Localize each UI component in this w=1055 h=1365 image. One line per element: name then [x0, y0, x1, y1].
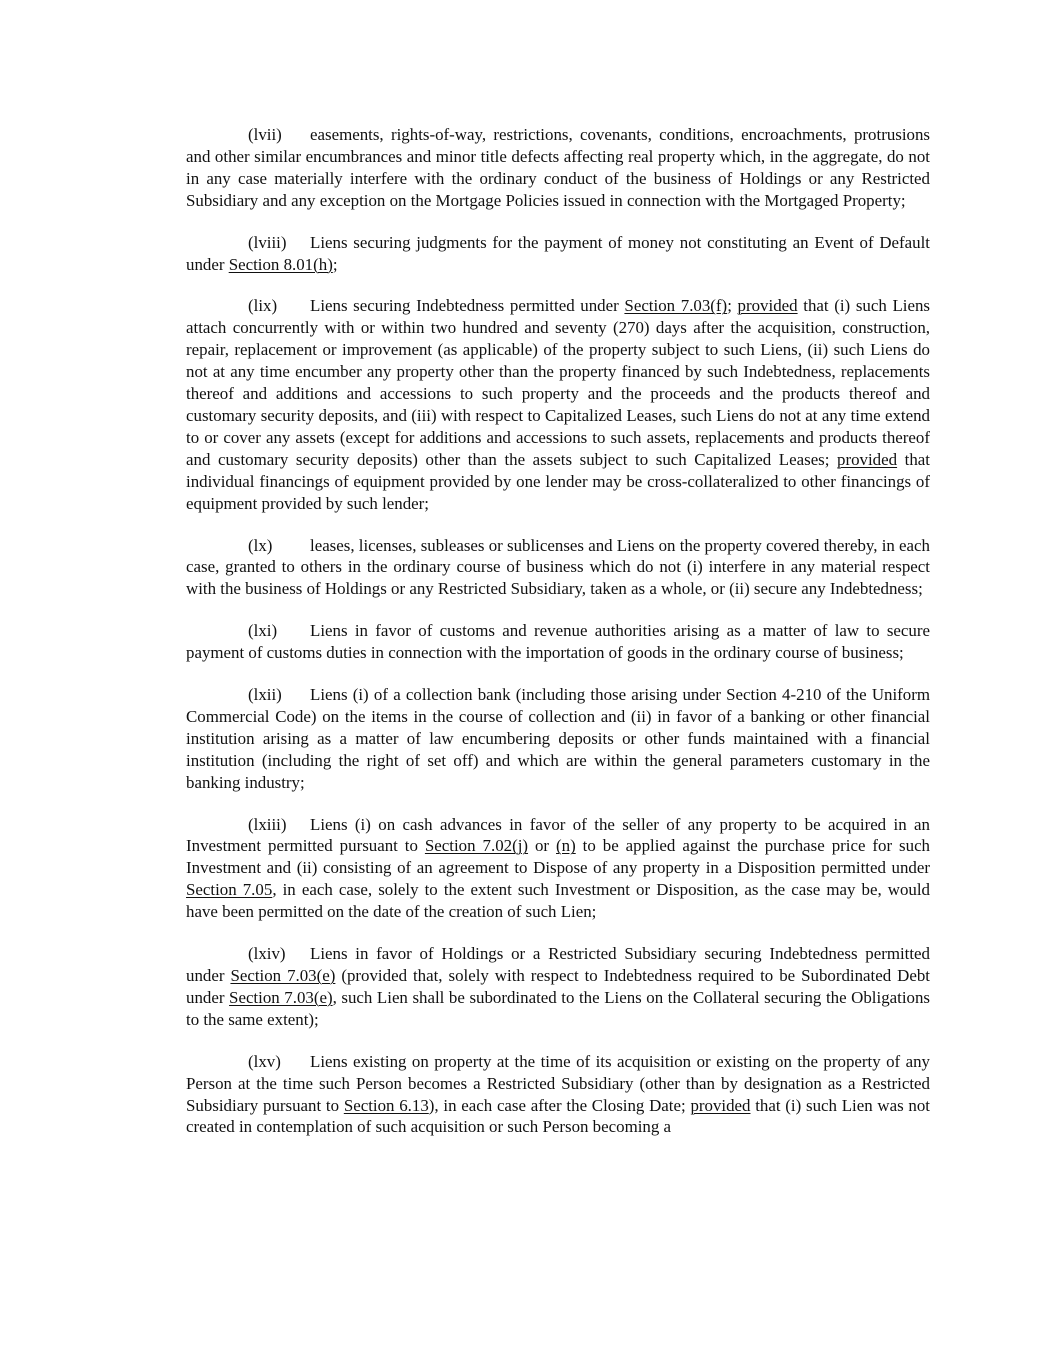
- clause-text: Liens (i) on cash advances in favor of the seller of any property to be acquired in an Investment permitted pursuant to: [186, 814, 930, 856]
- clause-text: or: [528, 836, 557, 856]
- clause-text: ;: [332, 254, 338, 274]
- clause-text: Liens in favor of Holdings or a Restricted Subsidiary securing Indebtedness permitted under: [186, 944, 930, 985]
- clause-text: to be applied against the purchase price for such Investment and (ii) consisting of an agreement to Dispose of any property in a Disposition permitted under: [186, 836, 931, 878]
- section-reference: Section 6.13: [343, 1095, 429, 1115]
- section-reference: Section 7.02(j): [424, 836, 529, 856]
- clause-text: Liens securing Indebtedness permitted under: [310, 296, 625, 316]
- clause-number: (lvii): [248, 125, 282, 144]
- proviso-term: provided: [737, 296, 798, 316]
- section-reference: Section 7.03(e): [230, 966, 336, 985]
- proviso-term: provided: [837, 449, 898, 469]
- clause-lxv: [186, 1051, 930, 1139]
- proviso-term: provided: [690, 1095, 751, 1115]
- clause-number: (lviii): [248, 232, 287, 252]
- clause-text: Liens existing on property at the time of its acquisition or existing on the property of any Person at the time such Person becomes a Restricted Subsidiary (other than by designation as a Restricted Subsidiary pursuant to: [186, 1051, 930, 1115]
- clause-text: ;: [727, 296, 738, 316]
- clause-lxiii: [186, 814, 930, 924]
- clause-number: (lxiii): [248, 814, 287, 834]
- section-reference: Section 7.03(f): [624, 296, 728, 316]
- clause-number: (lxv): [248, 1051, 281, 1071]
- section-reference: (n): [556, 836, 576, 856]
- clause-lvii: [186, 124, 930, 212]
- clause-text: , in each case, solely to the extent such Investment or Disposition, as the case may be, would have been permitted on the date of the creation of such Lien;: [186, 880, 931, 922]
- clause-text: ), in each case after the Closing Date;: [428, 1095, 691, 1115]
- clause-lx: [186, 535, 930, 601]
- clause-text: Liens securing judgments for the payment of money not constituting an Event of Default under: [186, 232, 930, 274]
- clause-text: Liens (i) of a collection bank (including those arising under Section 4-210 of the Uniform Commercial Code) on the items in the course of collection and (ii) in favor of a banking or other financial institution arising as a matter of law encumbering deposits or other funds maintained with a financial institution (including the right of set off) and which are within the general parameters customary in the banking industry;: [186, 685, 930, 792]
- clause-text: , such Lien shall be subordinated to the Liens on the Collateral securing the Obligations to the same extent);: [186, 987, 930, 1029]
- clause-text: leases, licenses, subleases or sublicenses and Liens on the property covered thereby, in each case, granted to others in the ordinary course of business which do not (i) interfere in any material respect with the business of Holdings or any Restricted Subsidiary, taken as a whole, or (ii) secure any Indebtedness;: [186, 535, 930, 599]
- clause-number: (lx): [248, 535, 273, 555]
- clause-text: (provided that, solely with respect to Indebtedness required to be Subordinated Debt under: [186, 966, 930, 1007]
- clause-text: that (i) such Liens attach concurrently with or within two hundred and seventy (270) days after the acquisition, construction, repair, replacement or improvement (as applicable) of the property subject to such Liens, (ii) such Liens do not at any time encumber any property other than the property financed by such Indebtedness, replacements thereof and additions and accessions to such property and the proceeds and the products thereof and customary security deposits, and (iii) with respect to Capitalized Leases, such Liens do not at any time extend to or cover any assets (except for additions and accessions to such assets, replacements and products thereof and customary security deposits) other than the assets subject to such Capitalized Leases;: [186, 296, 930, 469]
- section-reference: Section 7.03(e): [229, 987, 333, 1007]
- section-reference: Section 8.01(h): [228, 254, 333, 274]
- clause-number: (lxi): [248, 621, 278, 641]
- clause-number: (lxii): [248, 685, 282, 705]
- clause-text: easements, rights-of-way, restrictions, covenants, conditions, encroachments, protrusions and other similar encumbrances and minor title defects affecting real property which, in the aggregate, do not in any case materially interfere with the ordinary conduct of the business of Holdings or any Restricted Subsidiary and any exception on the Mortgage Policies issued in connection with the Mortgaged Property;: [186, 125, 930, 210]
- clause-text: Liens in favor of customs and revenue authorities arising as a matter of law to secure payment of customs duties in connection with the importation of goods in the ordinary course of business;: [186, 621, 930, 663]
- document-page: [186, 124, 930, 1158]
- clause-lviii: [186, 232, 930, 276]
- clause-text: that individual financings of equipment provided by one lender may be cross-collateralized to other financings of equipment provided by such lender;: [186, 449, 930, 513]
- clause-lxii: [186, 684, 930, 794]
- clause-number: (lxiv): [248, 944, 286, 964]
- section-reference: Section 7.05: [186, 880, 273, 900]
- clause-lxiv: [186, 943, 930, 1031]
- clause-text: that (i) such Lien was not created in contemplation of such acquisition or such Person becoming a: [186, 1095, 930, 1137]
- clause-lix: [186, 295, 930, 514]
- clause-lxi: [186, 620, 930, 664]
- clause-number: (lix): [248, 296, 278, 316]
